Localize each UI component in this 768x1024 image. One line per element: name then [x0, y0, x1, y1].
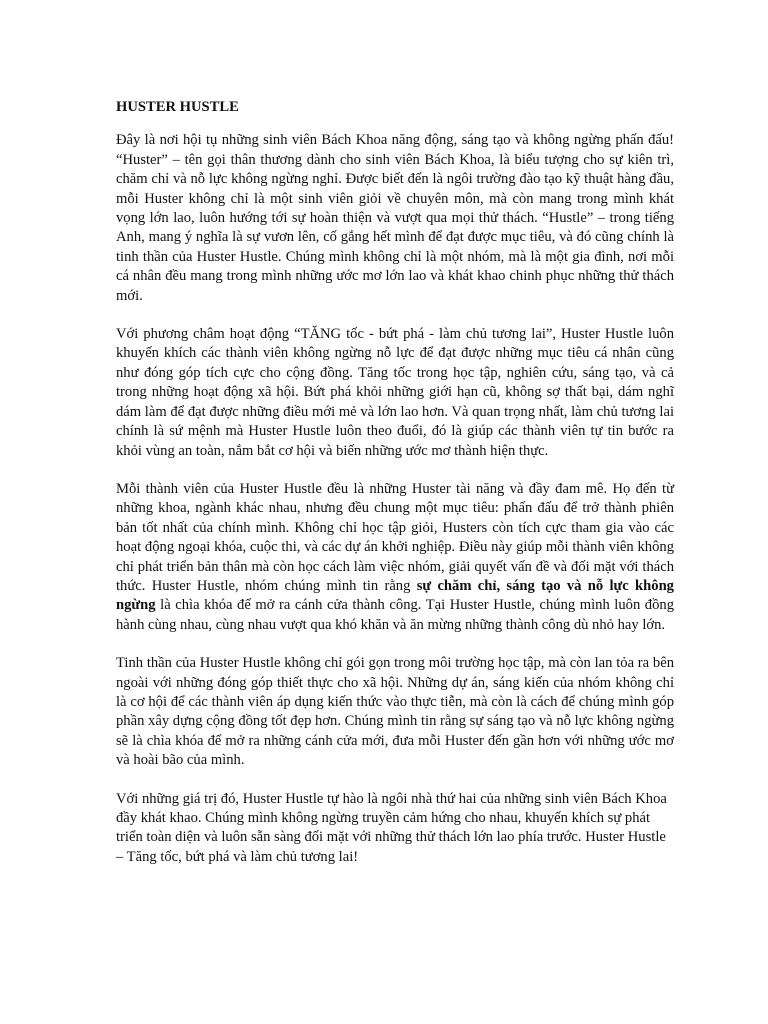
paragraph-3 [116, 480, 674, 635]
paragraph-1: Đây là nơi hội tụ những sinh viên Bách Khoa năng động, sáng tạo và không ngừng phấn đấu! “Huster” – tên gọi thân thương dành cho sinh viên Bách Khoa, là biểu tượng cho sự kiên trì, chăm chỉ và nỗ lực không ngừng nghỉ. Được biết đến là ngôi trường đào tạo kỹ thuật hàng đầu, mỗi Huster không chỉ là một sinh viên giỏi về chuyên môn, mà còn mang trong mình khát vọng lớn lao, luôn hướng tới sự hoàn thiện và vượt qua mọi thử thách. “Hustle” – trong tiếng Anh, mang ý nghĩa là sự vươn lên, cố gắng hết mình để đạt được mục tiêu, và đó cũng chính là tinh thần của Huster Hustle. Chúng mình không chỉ là một nhóm, mà là một gia đình, nơi mỗi cá nhân đều mang trong mình những ước mơ lớn lao và khát khao chinh phục những thử thách mới. [116, 132, 674, 304]
document-title: HUSTER HUSTLE [116, 99, 239, 115]
paragraph-3-bold-text: sự chăm chỉ, sáng tạo và nỗ lực không ngừng [116, 577, 674, 614]
paragraph-4: Tinh thần của Huster Hustle không chỉ gói gọn trong môi trường học tập, mà còn lan tỏa ra bên ngoài với những đóng góp thiết thực cho xã hội. Những dự án, sáng kiến của nhóm không chỉ là cơ hội để các thành viên áp dụng kiến thức vào thực tiễn, mà còn là cách để chúng mình góp phần xây dựng cộng đồng tốt đẹp hơn. Chúng mình tin rằng sự sáng tạo và nỗ lực không ngừng sẽ là chìa khóa để mở ra những cánh cửa mới, đưa mỗi Huster đến gần hơn với những ước mơ và hoài bão của mình. [116, 655, 674, 769]
paragraph-3-text-after: là chìa khóa để mở ra cánh cửa thành công. Tại Huster Hustle, chúng mình luôn đồng hành cùng nhau, cùng nhau vượt qua khó khăn và ăn mừng những thành công dù nhỏ hay lớn. [116, 597, 674, 633]
document-page [116, 98, 674, 886]
paragraph-2: Với phương châm hoạt động “TĂNG tốc - bứt phá - làm chủ tương lai”, Huster Hustle luôn khuyến khích các thành viên không ngừng nỗ lực để đạt được những mục tiêu cá nhân cũng như đóng góp tích cực cho cộng đồng. Tăng tốc trong học tập, nghiên cứu, sáng tạo, và cả trong những hoạt động xã hội. Bứt phá khỏi những giới hạn cũ, không sợ thất bại, dám nghĩ dám làm để đạt được những điều mới mẻ và lớn lao hơn. Và quan trọng nhất, làm chủ tương lai chính là sứ mệnh mà Huster Hustle luôn theo đuổi, đó là giúp các thành viên tự tin bước ra khỏi vùng an toàn, nắm bắt cơ hội và biến những ước mơ thành hiện thực. [116, 326, 674, 459]
paragraph-5: Với những giá trị đó, Huster Hustle tự hào là ngôi nhà thứ hai của những sinh viên Bách Khoa đầy khát khao. Chúng mình không ngừng truyền cảm hứng cho nhau, khuyến khích sự phát triển toàn diện và luôn sẵn sàng đối mặt với những thử thách lớn lao phía trước. Huster Hustle – Tăng tốc, bứt phá và làm chủ tương lai! [116, 790, 667, 865]
paragraph-3-text-before: Mỗi thành viên của Huster Hustle đều là những Huster tài năng và đầy đam mê. Họ đến từ những khoa, ngành khác nhau, nhưng đều chung một mục tiêu: phấn đấu để trở thành phiên bản tốt nhất của chính mình. Không chỉ học tập giỏi, Husters còn tích cực tham gia vào các hoạt động ngoại khóa, cuộc thi, và các dự án khởi nghiệp. Điều này giúp mỗi thành viên không chỉ phát triển bản thân mà còn học cách làm việc nhóm, giải quyết vấn đề và đối mặt với thách thức. Huster Hustle, nhóm chúng mình tin rằng [116, 480, 674, 594]
